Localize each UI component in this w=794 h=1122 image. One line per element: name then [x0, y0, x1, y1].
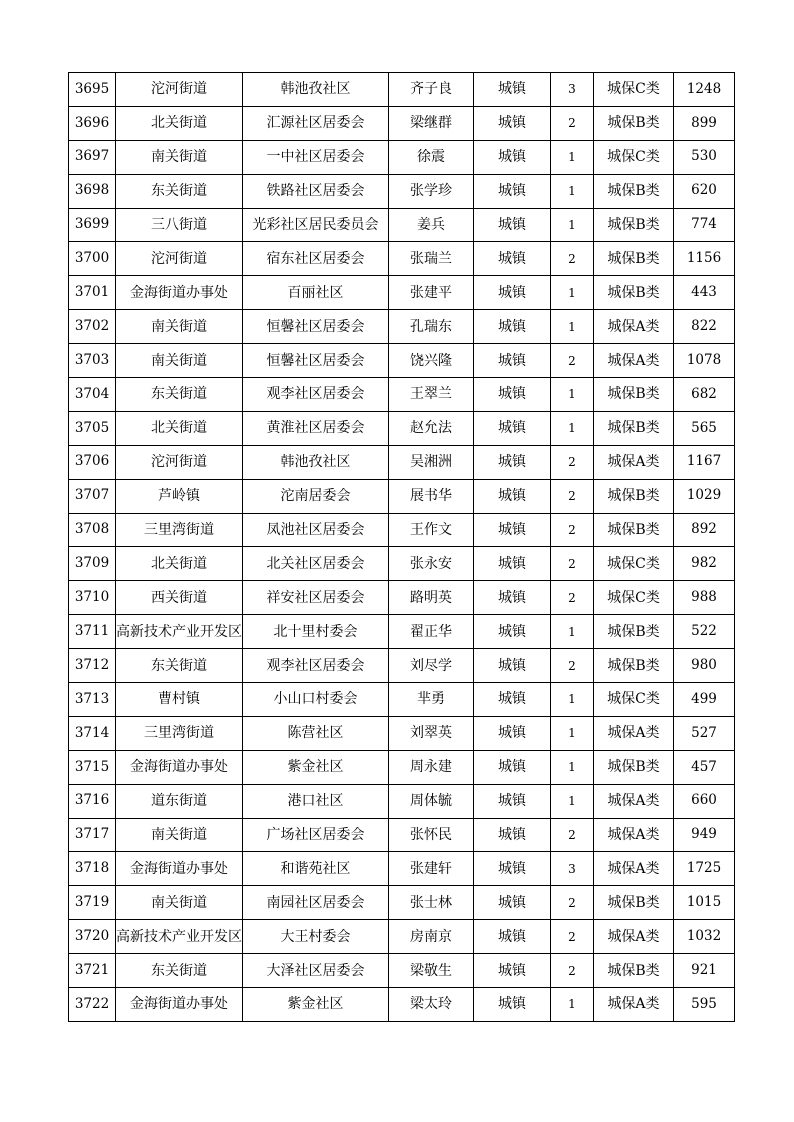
- amount-cell: 980: [674, 649, 735, 683]
- street-cell: 三里湾街道: [116, 716, 243, 750]
- record-id-cell: 3715: [69, 750, 116, 784]
- household-size-cell: 1: [551, 411, 594, 445]
- household-type-cell: 城镇: [474, 615, 551, 649]
- household-type-cell: 城镇: [474, 174, 551, 208]
- amount-cell: 499: [674, 683, 735, 717]
- household-type-cell: 城镇: [474, 513, 551, 547]
- insurance-class-cell: 城保A类: [594, 445, 674, 479]
- record-id-cell: 3698: [69, 174, 116, 208]
- table-row: [69, 208, 735, 242]
- community-cell: 观李社区居委会: [243, 378, 389, 412]
- household-type-cell: 城镇: [474, 683, 551, 717]
- household-type-cell: 城镇: [474, 988, 551, 1022]
- community-cell: 港口社区: [243, 784, 389, 818]
- household-size-cell: 1: [551, 716, 594, 750]
- street-cell: 金海街道办事处: [116, 988, 243, 1022]
- record-id-cell: 3697: [69, 140, 116, 174]
- household-type-cell: 城镇: [474, 750, 551, 784]
- street-cell: 沱河街道: [116, 73, 243, 107]
- table-row: [69, 547, 735, 581]
- insurance-class-cell: 城保B类: [594, 378, 674, 412]
- record-id-cell: 3703: [69, 344, 116, 378]
- street-cell: 芦岭镇: [116, 479, 243, 513]
- records-table: [68, 72, 735, 1022]
- community-cell: 凤池社区居委会: [243, 513, 389, 547]
- street-cell: 沱河街道: [116, 242, 243, 276]
- community-cell: 祥安社区居委会: [243, 581, 389, 615]
- record-id-cell: 3701: [69, 276, 116, 310]
- amount-cell: 1248: [674, 73, 735, 107]
- household-size-cell: 1: [551, 683, 594, 717]
- street-cell: 金海街道办事处: [116, 750, 243, 784]
- name-cell: 吴湘洲: [389, 445, 474, 479]
- table-row: [69, 310, 735, 344]
- amount-cell: 1015: [674, 886, 735, 920]
- name-cell: 赵允法: [389, 411, 474, 445]
- name-cell: 张建轩: [389, 852, 474, 886]
- insurance-class-cell: 城保A类: [594, 818, 674, 852]
- insurance-class-cell: 城保B类: [594, 242, 674, 276]
- table-row: [69, 818, 735, 852]
- household-size-cell: 1: [551, 174, 594, 208]
- street-cell: 金海街道办事处: [116, 276, 243, 310]
- community-cell: 一中社区居委会: [243, 140, 389, 174]
- name-cell: 周永建: [389, 750, 474, 784]
- household-type-cell: 城镇: [474, 140, 551, 174]
- record-id-cell: 3695: [69, 73, 116, 107]
- amount-cell: 774: [674, 208, 735, 242]
- record-id-cell: 3717: [69, 818, 116, 852]
- household-type-cell: 城镇: [474, 886, 551, 920]
- amount-cell: 682: [674, 378, 735, 412]
- street-cell: 北关街道: [116, 547, 243, 581]
- household-type-cell: 城镇: [474, 411, 551, 445]
- amount-cell: 1029: [674, 479, 735, 513]
- street-cell: 东关街道: [116, 649, 243, 683]
- table-row: [69, 683, 735, 717]
- street-cell: 北关街道: [116, 106, 243, 140]
- name-cell: 梁敬生: [389, 954, 474, 988]
- community-cell: 小山口村委会: [243, 683, 389, 717]
- street-cell: 南关街道: [116, 310, 243, 344]
- community-cell: 光彩社区居民委员会: [243, 208, 389, 242]
- amount-cell: 899: [674, 106, 735, 140]
- record-id-cell: 3712: [69, 649, 116, 683]
- record-id-cell: 3704: [69, 378, 116, 412]
- name-cell: 张学珍: [389, 174, 474, 208]
- community-cell: 陈营社区: [243, 716, 389, 750]
- household-size-cell: 1: [551, 378, 594, 412]
- amount-cell: 949: [674, 818, 735, 852]
- household-type-cell: 城镇: [474, 716, 551, 750]
- household-type-cell: 城镇: [474, 852, 551, 886]
- community-cell: 恒馨社区居委会: [243, 344, 389, 378]
- community-cell: 紫金社区: [243, 988, 389, 1022]
- community-cell: 黄淮社区居委会: [243, 411, 389, 445]
- community-cell: 大泽社区居委会: [243, 954, 389, 988]
- household-size-cell: 2: [551, 954, 594, 988]
- table-row: [69, 615, 735, 649]
- household-size-cell: 2: [551, 242, 594, 276]
- household-size-cell: 1: [551, 140, 594, 174]
- table-row: [69, 276, 735, 310]
- amount-cell: 565: [674, 411, 735, 445]
- household-type-cell: 城镇: [474, 479, 551, 513]
- household-size-cell: 2: [551, 344, 594, 378]
- amount-cell: 522: [674, 615, 735, 649]
- name-cell: 王作文: [389, 513, 474, 547]
- street-cell: 高新技术产业开发区: [116, 615, 243, 649]
- record-id-cell: 3700: [69, 242, 116, 276]
- community-cell: 沱南居委会: [243, 479, 389, 513]
- insurance-class-cell: 城保C类: [594, 683, 674, 717]
- household-size-cell: 2: [551, 581, 594, 615]
- record-id-cell: 3709: [69, 547, 116, 581]
- household-size-cell: 2: [551, 547, 594, 581]
- amount-cell: 1078: [674, 344, 735, 378]
- household-size-cell: 2: [551, 920, 594, 954]
- insurance-class-cell: 城保B类: [594, 276, 674, 310]
- household-size-cell: 3: [551, 852, 594, 886]
- community-cell: 铁路社区居委会: [243, 174, 389, 208]
- record-id-cell: 3705: [69, 411, 116, 445]
- record-id-cell: 3720: [69, 920, 116, 954]
- community-cell: 观李社区居委会: [243, 649, 389, 683]
- street-cell: 道东街道: [116, 784, 243, 818]
- community-cell: 紫金社区: [243, 750, 389, 784]
- amount-cell: 892: [674, 513, 735, 547]
- insurance-class-cell: 城保C类: [594, 581, 674, 615]
- insurance-class-cell: 城保B类: [594, 479, 674, 513]
- record-id-cell: 3699: [69, 208, 116, 242]
- record-id-cell: 3714: [69, 716, 116, 750]
- street-cell: 沱河街道: [116, 445, 243, 479]
- amount-cell: 822: [674, 310, 735, 344]
- amount-cell: 982: [674, 547, 735, 581]
- amount-cell: 530: [674, 140, 735, 174]
- insurance-class-cell: 城保A类: [594, 920, 674, 954]
- insurance-class-cell: 城保B类: [594, 615, 674, 649]
- household-type-cell: 城镇: [474, 445, 551, 479]
- household-type-cell: 城镇: [474, 547, 551, 581]
- insurance-class-cell: 城保B类: [594, 208, 674, 242]
- name-cell: 翟正华: [389, 615, 474, 649]
- insurance-class-cell: 城保B类: [594, 106, 674, 140]
- name-cell: 张怀民: [389, 818, 474, 852]
- street-cell: 高新技术产业开发区: [116, 920, 243, 954]
- household-type-cell: 城镇: [474, 581, 551, 615]
- household-type-cell: 城镇: [474, 920, 551, 954]
- amount-cell: 527: [674, 716, 735, 750]
- name-cell: 齐子良: [389, 73, 474, 107]
- household-size-cell: 2: [551, 106, 594, 140]
- household-size-cell: 2: [551, 445, 594, 479]
- amount-cell: 457: [674, 750, 735, 784]
- table-row: [69, 106, 735, 140]
- table-row: [69, 378, 735, 412]
- amount-cell: 620: [674, 174, 735, 208]
- community-cell: 韩池孜社区: [243, 445, 389, 479]
- community-cell: 宿东社区居委会: [243, 242, 389, 276]
- community-cell: 北关社区居委会: [243, 547, 389, 581]
- community-cell: 和谐苑社区: [243, 852, 389, 886]
- record-id-cell: 3719: [69, 886, 116, 920]
- community-cell: 广场社区居委会: [243, 818, 389, 852]
- table-row: [69, 988, 735, 1022]
- amount-cell: 921: [674, 954, 735, 988]
- household-type-cell: 城镇: [474, 784, 551, 818]
- record-id-cell: 3713: [69, 683, 116, 717]
- insurance-class-cell: 城保A类: [594, 716, 674, 750]
- amount-cell: 1167: [674, 445, 735, 479]
- table-row: [69, 852, 735, 886]
- record-id-cell: 3696: [69, 106, 116, 140]
- record-id-cell: 3716: [69, 784, 116, 818]
- name-cell: 王翠兰: [389, 378, 474, 412]
- street-cell: 三里湾街道: [116, 513, 243, 547]
- amount-cell: 595: [674, 988, 735, 1022]
- household-type-cell: 城镇: [474, 344, 551, 378]
- name-cell: 张建平: [389, 276, 474, 310]
- insurance-class-cell: 城保B类: [594, 174, 674, 208]
- insurance-class-cell: 城保C类: [594, 73, 674, 107]
- name-cell: 芈勇: [389, 683, 474, 717]
- insurance-class-cell: 城保B类: [594, 750, 674, 784]
- street-cell: 东关街道: [116, 174, 243, 208]
- household-size-cell: 2: [551, 479, 594, 513]
- name-cell: 周体毓: [389, 784, 474, 818]
- record-id-cell: 3721: [69, 954, 116, 988]
- insurance-class-cell: 城保A类: [594, 310, 674, 344]
- household-size-cell: 3: [551, 73, 594, 107]
- household-size-cell: 2: [551, 886, 594, 920]
- insurance-class-cell: 城保B类: [594, 886, 674, 920]
- household-size-cell: 2: [551, 513, 594, 547]
- community-cell: 南园社区居委会: [243, 886, 389, 920]
- table-row: [69, 445, 735, 479]
- insurance-class-cell: 城保B类: [594, 513, 674, 547]
- street-cell: 三八街道: [116, 208, 243, 242]
- name-cell: 路明英: [389, 581, 474, 615]
- table-row: [69, 513, 735, 547]
- table-row: [69, 140, 735, 174]
- name-cell: 饶兴隆: [389, 344, 474, 378]
- record-id-cell: 3707: [69, 479, 116, 513]
- name-cell: 张士林: [389, 886, 474, 920]
- household-type-cell: 城镇: [474, 208, 551, 242]
- street-cell: 南关街道: [116, 344, 243, 378]
- street-cell: 曹村镇: [116, 683, 243, 717]
- household-type-cell: 城镇: [474, 276, 551, 310]
- table-row: [69, 750, 735, 784]
- name-cell: 张瑞兰: [389, 242, 474, 276]
- amount-cell: 443: [674, 276, 735, 310]
- insurance-class-cell: 城保B类: [594, 954, 674, 988]
- table-row: [69, 954, 735, 988]
- records-table-body: [69, 73, 735, 1022]
- record-id-cell: 3706: [69, 445, 116, 479]
- table-row: [69, 411, 735, 445]
- insurance-class-cell: 城保A类: [594, 344, 674, 378]
- household-size-cell: 1: [551, 750, 594, 784]
- name-cell: 房南京: [389, 920, 474, 954]
- name-cell: 徐震: [389, 140, 474, 174]
- community-cell: 韩池孜社区: [243, 73, 389, 107]
- insurance-class-cell: 城保A类: [594, 988, 674, 1022]
- household-size-cell: 2: [551, 818, 594, 852]
- household-size-cell: 1: [551, 784, 594, 818]
- record-id-cell: 3702: [69, 310, 116, 344]
- street-cell: 南关街道: [116, 140, 243, 174]
- household-type-cell: 城镇: [474, 242, 551, 276]
- household-size-cell: 1: [551, 615, 594, 649]
- table-row: [69, 344, 735, 378]
- community-cell: 大王村委会: [243, 920, 389, 954]
- table-row: [69, 649, 735, 683]
- household-type-cell: 城镇: [474, 818, 551, 852]
- amount-cell: 988: [674, 581, 735, 615]
- amount-cell: 1725: [674, 852, 735, 886]
- household-size-cell: 1: [551, 276, 594, 310]
- amount-cell: 1032: [674, 920, 735, 954]
- record-id-cell: 3718: [69, 852, 116, 886]
- household-size-cell: 1: [551, 988, 594, 1022]
- community-cell: 北十里村委会: [243, 615, 389, 649]
- household-type-cell: 城镇: [474, 378, 551, 412]
- community-cell: 恒馨社区居委会: [243, 310, 389, 344]
- name-cell: 展书华: [389, 479, 474, 513]
- street-cell: 东关街道: [116, 954, 243, 988]
- street-cell: 南关街道: [116, 818, 243, 852]
- community-cell: 汇源社区居委会: [243, 106, 389, 140]
- table-row: [69, 716, 735, 750]
- amount-cell: 660: [674, 784, 735, 818]
- table-row: [69, 73, 735, 107]
- name-cell: 梁太玲: [389, 988, 474, 1022]
- name-cell: 刘尽学: [389, 649, 474, 683]
- insurance-class-cell: 城保A类: [594, 852, 674, 886]
- record-id-cell: 3710: [69, 581, 116, 615]
- household-type-cell: 城镇: [474, 649, 551, 683]
- table-row: [69, 920, 735, 954]
- name-cell: 孔瑞东: [389, 310, 474, 344]
- street-cell: 西关街道: [116, 581, 243, 615]
- name-cell: 刘翠英: [389, 716, 474, 750]
- household-type-cell: 城镇: [474, 954, 551, 988]
- name-cell: 张永安: [389, 547, 474, 581]
- household-size-cell: 1: [551, 208, 594, 242]
- street-cell: 南关街道: [116, 886, 243, 920]
- community-cell: 百丽社区: [243, 276, 389, 310]
- table-row: [69, 581, 735, 615]
- insurance-class-cell: 城保B类: [594, 649, 674, 683]
- record-id-cell: 3711: [69, 615, 116, 649]
- record-id-cell: 3722: [69, 988, 116, 1022]
- name-cell: 梁继群: [389, 106, 474, 140]
- amount-cell: 1156: [674, 242, 735, 276]
- table-row: [69, 174, 735, 208]
- name-cell: 姜兵: [389, 208, 474, 242]
- household-type-cell: 城镇: [474, 310, 551, 344]
- street-cell: 东关街道: [116, 378, 243, 412]
- insurance-class-cell: 城保C类: [594, 547, 674, 581]
- street-cell: 北关街道: [116, 411, 243, 445]
- household-type-cell: 城镇: [474, 73, 551, 107]
- household-size-cell: 2: [551, 649, 594, 683]
- insurance-class-cell: 城保A类: [594, 784, 674, 818]
- table-row: [69, 479, 735, 513]
- insurance-class-cell: 城保C类: [594, 140, 674, 174]
- household-size-cell: 1: [551, 310, 594, 344]
- record-id-cell: 3708: [69, 513, 116, 547]
- table-row: [69, 242, 735, 276]
- street-cell: 金海街道办事处: [116, 852, 243, 886]
- table-row: [69, 784, 735, 818]
- household-type-cell: 城镇: [474, 106, 551, 140]
- table-row: [69, 886, 735, 920]
- insurance-class-cell: 城保B类: [594, 411, 674, 445]
